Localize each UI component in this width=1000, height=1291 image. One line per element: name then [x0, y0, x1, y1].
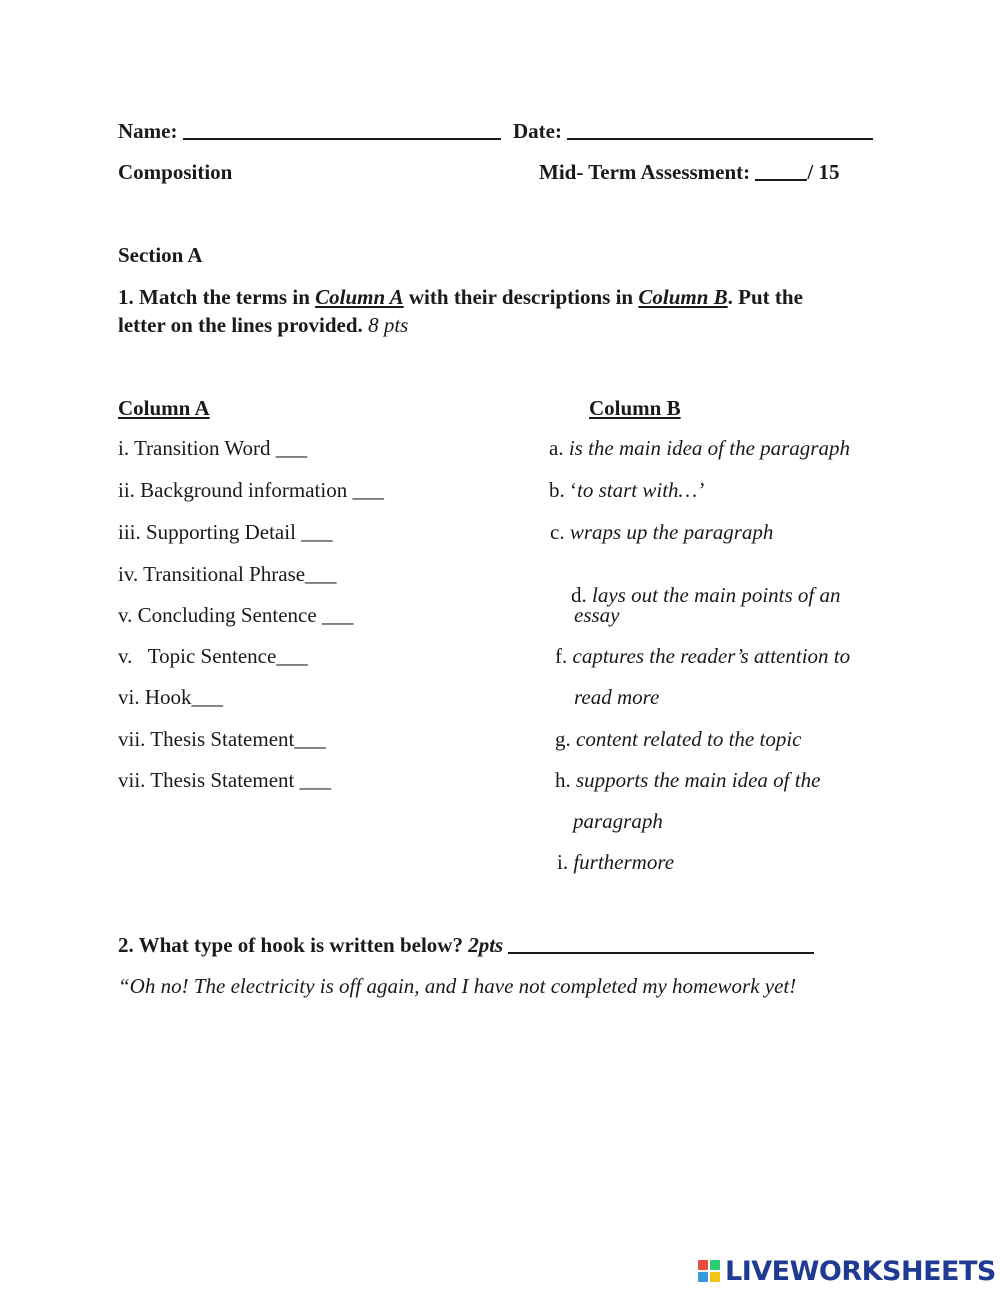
q1-prefix: 1. Match the terms in [118, 285, 310, 309]
question-2 [118, 935, 814, 956]
q1-line2: letter on the lines provided. [118, 313, 363, 337]
column-b-letter: a. [549, 436, 564, 460]
question-1-line-1 [118, 287, 803, 308]
logo-block [698, 1260, 708, 1270]
q1-column-b-ref: Column B [638, 285, 728, 309]
column-a-item[interactable]: ii. Background information ___ [118, 478, 384, 502]
section-title: Section A [118, 243, 203, 267]
name-blank[interactable] [183, 138, 501, 140]
question-1-line-2 [118, 315, 408, 336]
column-b-item [557, 852, 674, 873]
date-label: Date: [513, 119, 562, 143]
column-b-text: supports the main idea of the [576, 768, 821, 792]
column-b-item [555, 729, 802, 750]
column-a-item[interactable]: i. Transition Word ___ [118, 436, 308, 460]
column-b-text: furthermore [573, 850, 675, 874]
column-b-item [550, 522, 773, 543]
column-b-text: captures the reader’s attention to [572, 644, 851, 668]
column-b-letter: g. [555, 727, 571, 751]
name-field[interactable] [118, 121, 501, 142]
column-b-header: Column B [589, 396, 681, 420]
column-b-item-continued [573, 811, 663, 832]
column-b-letter: h. [555, 768, 571, 792]
q1-points: 8 pts [368, 313, 409, 337]
column-b-letter: i. [557, 850, 569, 874]
assessment-score [539, 162, 840, 183]
column-b-letter: b. ‘ [549, 478, 577, 502]
column-a-item[interactable]: iv. Transitional Phrase___ [118, 562, 337, 586]
column-b-text: lays out the main points of an [586, 583, 841, 607]
column-b-letter: c. [550, 520, 565, 544]
column-b-item [555, 770, 820, 791]
logo-block [710, 1260, 720, 1270]
q2-answer-blank[interactable] [508, 952, 814, 954]
column-a-item[interactable]: iii. Supporting Detail ___ [118, 520, 333, 544]
q1-suffix: . Put the [727, 285, 803, 309]
column-a-item[interactable]: vii. Thesis Statement___ [118, 727, 326, 751]
hook-quote: “Oh no! The electricity is off again, and I have not completed my homework yet! [118, 974, 797, 998]
column-b-text: read more [574, 685, 660, 709]
q1-column-a-ref: Column A [315, 285, 404, 309]
column-b-item [549, 438, 850, 459]
q2-points: 2pts [468, 933, 504, 957]
date-blank[interactable] [567, 138, 873, 140]
logo-block [710, 1272, 720, 1282]
column-a-item[interactable]: vi. Hook___ [118, 685, 223, 709]
column-a-header: Column A [118, 396, 210, 420]
column-a-item[interactable]: v. Concluding Sentence ___ [118, 603, 354, 627]
liveworksheets-logo [698, 1254, 996, 1288]
column-b-letter: f. [555, 644, 568, 668]
column-b-text: to start with…’ [577, 478, 705, 502]
name-label: Name: [118, 119, 178, 143]
column-b-item [555, 646, 850, 667]
column-a-item[interactable]: vii. Thesis Statement ___ [118, 768, 332, 792]
column-b-letter: d. [571, 583, 587, 607]
q1-mid: with their descriptions in [408, 285, 634, 309]
column-b-item-continued [574, 605, 620, 626]
date-field[interactable] [513, 121, 873, 142]
column-a-item[interactable]: v. Topic Sentence___ [118, 644, 308, 668]
column-b-text: wraps up the paragraph [569, 520, 774, 544]
q2-prompt: 2. What type of hook is written below? [118, 933, 463, 957]
column-b-item-continued [574, 687, 659, 708]
score-total: / 15 [807, 160, 840, 184]
assessment-label: Mid- Term Assessment: [539, 160, 751, 184]
column-b-text: is the main idea of the paragraph [568, 436, 850, 460]
logo-icon [698, 1260, 720, 1282]
column-b-text: essay [574, 603, 620, 627]
column-b-text: paragraph [573, 809, 663, 833]
logo-text: LIVEWORKSHEETS [725, 1255, 996, 1287]
score-blank[interactable] [755, 179, 807, 181]
logo-block [698, 1272, 708, 1282]
column-b-item [549, 480, 704, 501]
column-b-text: content related to the topic [576, 727, 802, 751]
course-title: Composition [118, 160, 233, 184]
